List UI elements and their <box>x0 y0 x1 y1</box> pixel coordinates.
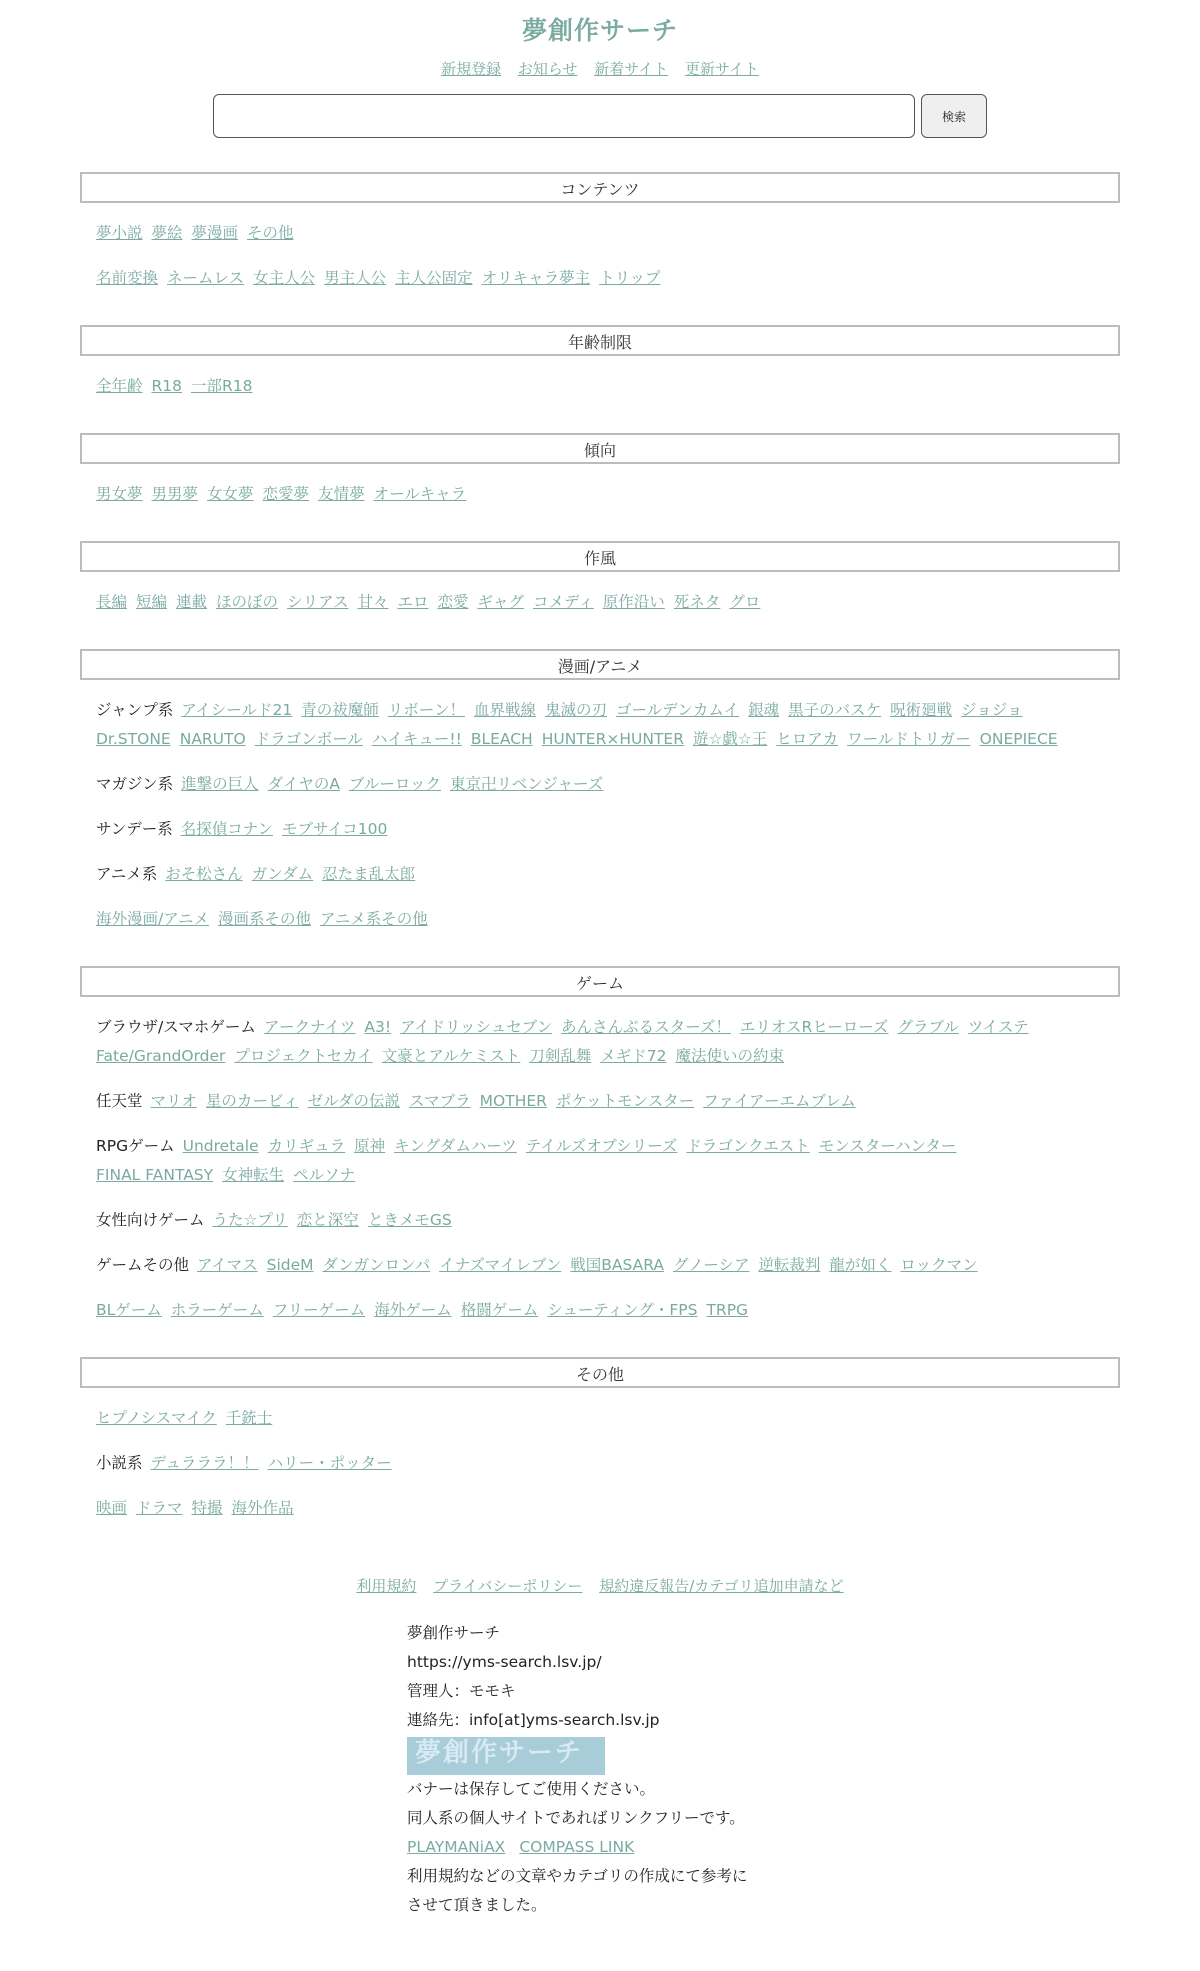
game-other-links-item[interactable]: アイマス <box>197 1256 258 1274</box>
search-button[interactable]: 検索 <box>921 94 987 138</box>
magazine-links-item[interactable]: 東京卍リベンジャーズ <box>450 775 604 793</box>
style-row-1 <box>96 588 1104 617</box>
game-other-links <box>197 1256 987 1274</box>
section-header-game: ゲーム <box>80 966 1120 997</box>
section-header-age: 年齢制限 <box>80 325 1120 356</box>
style-row-1-item[interactable]: エロ <box>397 593 429 611</box>
browser-links-1-item[interactable]: アイドリッシュセブン <box>400 1018 553 1036</box>
site-info <box>407 1619 793 1920</box>
rpg-links-1-item[interactable]: Undretale <box>182 1137 259 1155</box>
misc-row-3-item[interactable]: 海外作品 <box>231 1499 294 1517</box>
style-row-1-item[interactable]: グロ <box>729 593 761 611</box>
rpg-links-1-item[interactable]: モンスターハンター <box>818 1137 957 1155</box>
game-genres-row-item[interactable]: BLゲーム <box>96 1301 162 1319</box>
nav-updated-sites[interactable]: 更新サイト <box>684 60 759 78</box>
jump-row <box>96 696 1104 725</box>
age-row-1-item[interactable]: 一部R18 <box>191 377 253 395</box>
nintendo-row <box>96 1087 1104 1116</box>
sunday-links <box>181 820 397 838</box>
novel-label: 小説系 <box>96 1454 143 1472</box>
misc-row-1-item[interactable]: 千銃士 <box>225 1409 273 1427</box>
anime-links-item[interactable]: おそ松さん <box>165 865 243 883</box>
game-group <box>80 1013 1120 1325</box>
browser-row-2-item[interactable]: Fate/GrandOrder <box>96 1047 226 1065</box>
magazine-links-item[interactable]: 進撃の巨人 <box>181 775 259 793</box>
contents-row-1 <box>96 219 1104 248</box>
jump-links-1-item[interactable]: アイシールド21 <box>181 701 293 719</box>
game-genres-row-item[interactable]: フリーゲーム <box>272 1301 366 1319</box>
otome-row <box>96 1206 1104 1235</box>
compass-link[interactable]: COMPASS LINK <box>519 1838 635 1856</box>
age-group <box>80 372 1120 401</box>
sunday-links-item[interactable]: 名探偵コナン <box>180 820 273 838</box>
link-free-note: 同人系の個人サイトであればリンクフリーです。 <box>407 1809 745 1827</box>
style-row-1-item[interactable]: 短編 <box>136 593 168 611</box>
otome-links-item[interactable]: うた☆プリ <box>212 1211 288 1229</box>
jump-links-1-item[interactable]: リボーン！ <box>387 701 465 719</box>
top-nav <box>80 58 1120 80</box>
section-header-contents: コンテンツ <box>80 172 1120 203</box>
magazine-label: マガジン系 <box>96 775 174 793</box>
sunday-links-item[interactable]: モブサイコ100 <box>281 820 388 838</box>
nintendo-links-item[interactable]: MOTHER <box>479 1092 547 1110</box>
anime-label: アニメ系 <box>96 865 158 883</box>
browser-row-2-item[interactable]: 魔法使いの約束 <box>675 1047 785 1065</box>
rpg-links-1-item[interactable]: カリギュラ <box>267 1137 346 1155</box>
game-other-links-item[interactable]: SideM <box>266 1256 314 1274</box>
rpg-links-1-item[interactable]: 原神 <box>354 1137 386 1155</box>
tendency-row-1-item[interactable]: 男男夢 <box>151 485 199 503</box>
jump-links-1-item[interactable]: 鬼滅の刃 <box>544 701 607 719</box>
magazine-links-item[interactable]: ブルーロック <box>348 775 442 793</box>
privacy-link[interactable]: プライバシーポリシー <box>433 1577 583 1595</box>
jump-row-2-item[interactable]: ワールドトリガー <box>847 730 971 748</box>
otome-links-item[interactable]: 恋と深空 <box>296 1211 359 1229</box>
nav-new-sites[interactable]: 新着サイト <box>594 60 669 78</box>
jump-row-2-item[interactable]: ONEPIECE <box>979 730 1058 748</box>
contents-row-1-item[interactable]: 夢小説 <box>96 224 143 242</box>
game-other-links-item[interactable]: 逆転裁判 <box>758 1256 821 1274</box>
contents-row-2-item[interactable]: 名前変換 <box>96 269 159 287</box>
reference-note-2: させて頂きました。 <box>407 1896 547 1914</box>
game-other-links-item[interactable]: ロックマン <box>900 1256 978 1274</box>
misc-row-3-item[interactable]: ドラマ <box>136 1499 183 1517</box>
contents-row-1-item[interactable]: 夢漫画 <box>191 224 239 242</box>
manga-group <box>80 696 1120 934</box>
nav-new-registration[interactable]: 新規登録 <box>441 60 502 78</box>
jump-row-2-item[interactable]: Dr.STONE <box>96 730 171 748</box>
game-other-label: ゲームその他 <box>96 1256 190 1274</box>
nintendo-label: 任天堂 <box>96 1092 143 1110</box>
age-row-1-item[interactable]: 全年齢 <box>96 377 143 395</box>
game-genres-row-item[interactable]: 海外ゲーム <box>374 1301 452 1319</box>
rpg-row <box>96 1132 1104 1161</box>
nintendo-links-item[interactable]: マリオ <box>150 1092 197 1110</box>
style-row-1-item[interactable]: シリアス <box>287 593 349 611</box>
misc-row-1-item[interactable]: ヒプノシスマイク <box>96 1409 217 1427</box>
misc-row-3-item[interactable]: 映画 <box>96 1499 128 1517</box>
search-bar <box>80 92 1120 140</box>
reference-note-1: 利用規約などの文章やカテゴリの作成にて参考に <box>407 1867 748 1885</box>
game-other-links-item[interactable]: ダンガンロンパ <box>322 1256 431 1274</box>
nintendo-links-item[interactable]: スマブラ <box>408 1092 471 1110</box>
style-row-1-item[interactable]: 連載 <box>176 593 208 611</box>
nintendo-links <box>151 1092 865 1110</box>
style-group <box>80 588 1120 617</box>
browser-links-1-item[interactable]: A3! <box>364 1018 392 1036</box>
nav-news[interactable]: お知らせ <box>517 60 578 78</box>
anime-links-item[interactable]: ガンダム <box>251 865 314 883</box>
jump-links-1 <box>181 701 1031 719</box>
banner-note: バナーは保存してご使用ください。 <box>407 1780 656 1798</box>
jump-label: ジャンプ系 <box>96 701 174 719</box>
rpg-links-1-item[interactable]: テイルズオブシリーズ <box>525 1137 678 1155</box>
rpg-row-2-item[interactable]: FINAL FANTASY <box>96 1166 214 1184</box>
jump-row-2 <box>96 725 1104 754</box>
style-row-1-item[interactable]: ほのぼの <box>216 593 279 611</box>
magazine-row <box>96 770 1104 799</box>
game-other-row <box>96 1251 1104 1280</box>
terms-link[interactable]: 利用規約 <box>356 1577 417 1595</box>
rpg-label: RPGゲーム <box>96 1137 175 1155</box>
style-row-1-item[interactable]: 長編 <box>96 593 128 611</box>
jump-links-1-item[interactable]: ゴールデンカムイ <box>615 701 740 719</box>
jump-row-2-item[interactable]: ドラゴンボール <box>254 730 363 748</box>
jump-row-2-item[interactable]: ヒロアカ <box>776 730 839 748</box>
rpg-row-2 <box>96 1161 1104 1190</box>
game-genres-row-item[interactable]: TRPG <box>706 1301 749 1319</box>
browser-row-2-item[interactable]: プロジェクトセカイ <box>234 1047 373 1065</box>
contents-row-2-item[interactable]: トリップ <box>599 269 661 287</box>
nintendo-links-item[interactable]: 星のカービィ <box>205 1092 299 1110</box>
browser-links-1-item[interactable]: ツイステ <box>967 1018 1029 1036</box>
manga-other-row-item[interactable]: 漫画系その他 <box>217 910 311 928</box>
game-genres-row <box>96 1296 1104 1325</box>
age-row-1 <box>96 372 1104 401</box>
style-row-1-item[interactable]: 原作沿い <box>602 593 665 611</box>
style-row-1-item[interactable]: 死ネタ <box>673 593 721 611</box>
jump-links-1-item[interactable]: 黒子のバスケ <box>788 701 882 719</box>
rpg-links-1 <box>183 1137 966 1155</box>
jump-links-1-item[interactable]: 銀魂 <box>748 701 780 719</box>
site-title[interactable]: 夢創作サーチ <box>521 16 678 45</box>
contents-row-2-item[interactable]: 男主人公 <box>324 269 387 287</box>
novel-links-item[interactable]: ハリー・ポッター <box>267 1454 392 1472</box>
misc-row-3-item[interactable]: 特撮 <box>191 1499 223 1517</box>
tendency-row-1-item[interactable]: 女女夢 <box>207 485 254 503</box>
report-link[interactable]: 規約違反報告/カテゴリ追加申請など <box>599 1577 844 1595</box>
otome-links <box>213 1211 461 1229</box>
contents-row-2-item[interactable]: 主人公固定 <box>395 269 473 287</box>
playmaniax-link[interactable]: PLAYMANiAX <box>407 1838 506 1856</box>
contents-row-2-item[interactable]: ネームレス <box>167 269 245 287</box>
contents-row-2 <box>96 264 1104 293</box>
rpg-row-2-item[interactable]: 女神転生 <box>222 1166 285 1184</box>
style-row-1-item[interactable]: ギャグ <box>477 593 525 611</box>
tendency-row-1-item[interactable]: 男女夢 <box>96 485 143 503</box>
misc-row-3 <box>96 1494 1104 1523</box>
banner-text: 夢創作サーチ <box>415 1738 584 1768</box>
age-row-1-item[interactable]: R18 <box>151 377 183 395</box>
otome-links-item[interactable]: ときメモGS <box>367 1211 452 1229</box>
section-header-manga: 漫画/アニメ <box>80 649 1120 680</box>
style-row-1-item[interactable]: コメディ <box>533 593 594 611</box>
rpg-links-1-item[interactable]: ドラゴンクエスト <box>686 1137 810 1155</box>
novel-links-item[interactable]: デュラララ！！ <box>150 1454 259 1472</box>
magazine-links <box>181 775 612 793</box>
jump-links-1-item[interactable]: 呪術廻戦 <box>890 701 953 719</box>
manga-other-row-item[interactable]: 海外漫画/アニメ <box>96 910 209 928</box>
novel-row <box>96 1449 1104 1478</box>
sunday-row <box>96 815 1104 844</box>
rpg-links-1-item[interactable]: キングダムハーツ <box>394 1137 517 1155</box>
rpg-row-2-item[interactable]: ペルソナ <box>293 1166 356 1184</box>
style-row-1-item[interactable]: 甘々 <box>357 593 389 611</box>
browser-links-1-item[interactable]: あんさんぶるスターズ！ <box>561 1018 731 1036</box>
jump-links-1-item[interactable]: 血界戦線 <box>473 701 536 719</box>
anime-links-item[interactable]: 忍たま乱太郎 <box>322 865 416 883</box>
game-other-links-item[interactable]: 戦国BASARA <box>570 1256 664 1274</box>
info-url: https://yms-search.lsv.jp/ <box>407 1653 602 1671</box>
novel-links <box>151 1454 401 1472</box>
browser-row-2 <box>96 1042 1104 1071</box>
misc-row-1 <box>96 1404 1104 1433</box>
nintendo-links-item[interactable]: ポケットモンスター <box>555 1092 695 1110</box>
tendency-row-1-item[interactable]: 友情夢 <box>318 485 365 503</box>
section-header-style: 作風 <box>80 541 1120 572</box>
contents-row-1-item[interactable]: 夢絵 <box>151 224 183 242</box>
style-row-1-item[interactable]: 恋愛 <box>437 593 469 611</box>
game-genres-row-item[interactable]: 格闘ゲーム <box>460 1301 539 1319</box>
site-banner <box>407 1737 605 1775</box>
reference-links <box>407 1833 793 1862</box>
browser-row-2-item[interactable]: メギド72 <box>600 1047 667 1065</box>
game-other-links-item[interactable]: グノーシア <box>672 1256 750 1274</box>
contents-row-1-item[interactable]: その他 <box>247 224 294 242</box>
jump-row-2-item[interactable]: NARUTO <box>179 730 246 748</box>
footer-links <box>80 1575 1120 1597</box>
misc-group <box>80 1404 1120 1523</box>
browser-links-1-item[interactable]: グラブル <box>897 1018 959 1036</box>
browser-row-2-item[interactable]: 文豪とアルケミスト <box>381 1047 521 1065</box>
jump-row-2-item[interactable]: ハイキュー!! <box>371 730 462 748</box>
jump-links-1-item[interactable]: ジョジョ <box>961 701 1023 719</box>
browser-label: ブラウザ/スマホゲーム <box>96 1018 256 1036</box>
browser-row <box>96 1013 1104 1042</box>
search-input[interactable] <box>213 94 915 138</box>
otome-label: 女性向けゲーム <box>96 1211 205 1229</box>
section-header-misc: その他 <box>80 1357 1120 1388</box>
game-genres-row-item[interactable]: ホラーゲーム <box>170 1301 264 1319</box>
nintendo-links-item[interactable]: ファイアーエムブレム <box>703 1092 856 1110</box>
manga-other-row <box>96 905 1104 934</box>
info-admin: 管理人：モモキ <box>407 1682 516 1700</box>
contents-row-2-item[interactable]: オリキャラ夢主 <box>481 269 591 287</box>
jump-row-2-item[interactable]: BLEACH <box>470 730 533 748</box>
anime-links <box>165 865 424 883</box>
browser-row-2-item[interactable]: 刀剣乱舞 <box>529 1047 592 1065</box>
info-site-name: 夢創作サーチ <box>407 1624 501 1642</box>
tendency-row-1-item[interactable]: オールキャラ <box>373 485 467 503</box>
anime-row <box>96 860 1104 889</box>
tendency-row-1-item[interactable]: 恋愛夢 <box>262 485 310 503</box>
game-other-links-item[interactable]: 龍が如く <box>829 1256 892 1274</box>
manga-other-row-item[interactable]: アニメ系その他 <box>319 910 428 928</box>
browser-links-1-item[interactable]: アークナイツ <box>263 1018 356 1036</box>
game-other-links-item[interactable]: イナズマイレブン <box>439 1256 562 1274</box>
sunday-label: サンデー系 <box>96 820 173 838</box>
game-genres-row-item[interactable]: シューティング・FPS <box>547 1301 698 1319</box>
jump-links-1-item[interactable]: 青の祓魔師 <box>301 701 379 719</box>
browser-links-1 <box>264 1018 1038 1036</box>
info-contact: 連絡先：info[at]yms-search.lsv.jp <box>407 1711 660 1729</box>
tendency-group <box>80 480 1120 509</box>
magazine-links-item[interactable]: ダイヤのA <box>267 775 340 793</box>
tendency-row-1 <box>96 480 1104 509</box>
nintendo-links-item[interactable]: ゼルダの伝説 <box>307 1092 400 1110</box>
jump-row-2-item[interactable]: HUNTER×HUNTER <box>541 730 684 748</box>
contents-row-2-item[interactable]: 女主人公 <box>253 269 316 287</box>
jump-row-2-item[interactable]: 遊☆戯☆王 <box>692 730 768 748</box>
contents-group <box>80 219 1120 293</box>
section-header-tendency: 傾向 <box>80 433 1120 464</box>
browser-links-1-item[interactable]: エリオスRヒーローズ <box>739 1018 889 1036</box>
